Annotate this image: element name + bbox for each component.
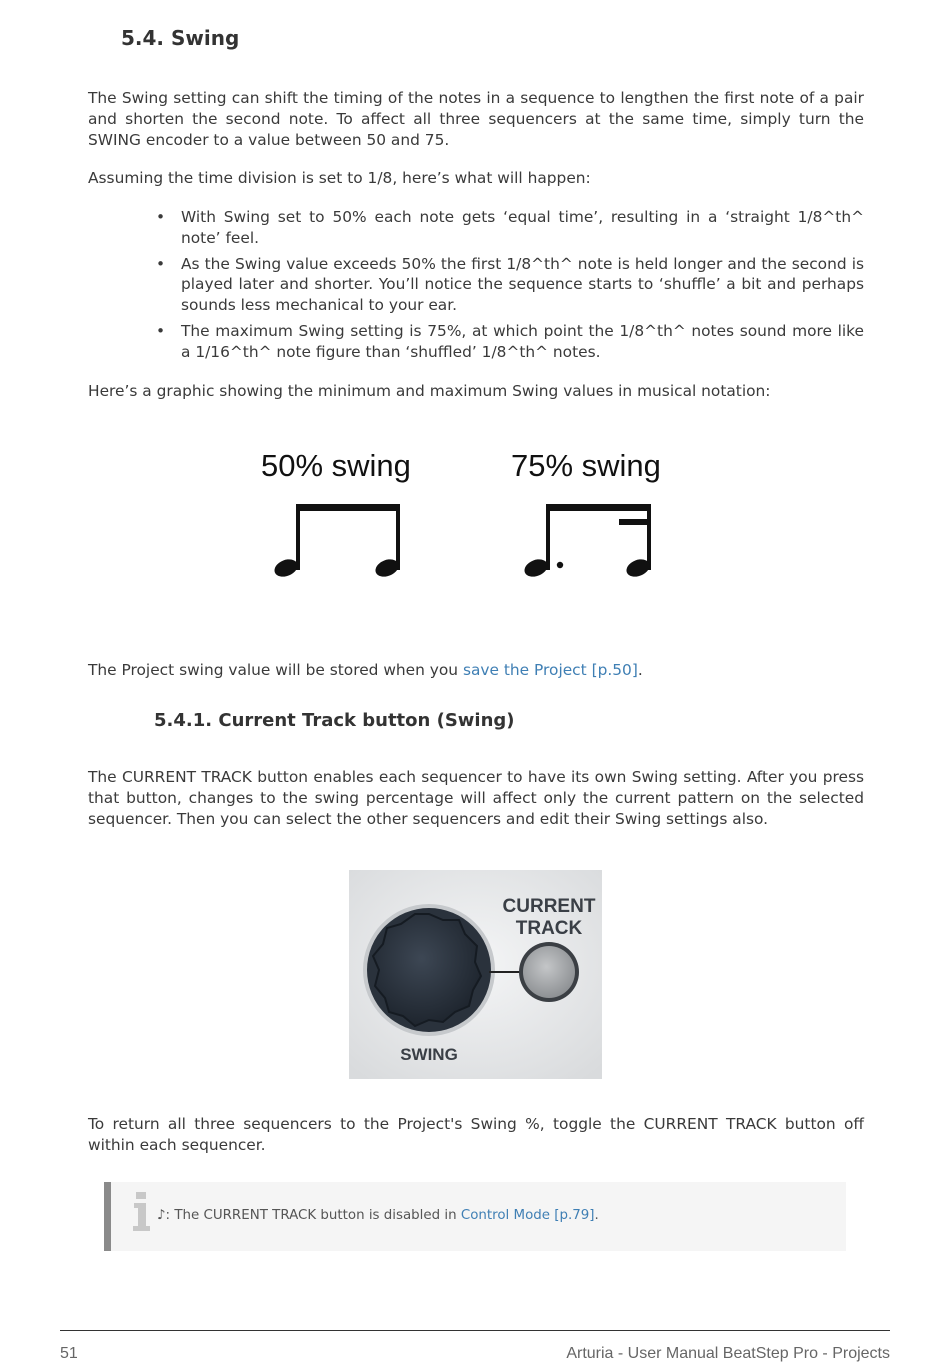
save-project-link[interactable]: save the Project [p.50] [462, 661, 638, 679]
dotted-eighth-sixteenth-notation [522, 504, 652, 580]
current-label: CURRENT [502, 896, 596, 917]
bullet-text: The maximum Swing setting is 75%, at which point the 1/8^th^ notes sound more like a 1/16^th^ note figure than ‘shuffled’ 1/8^th^ notes. [181, 321, 864, 361]
footer-title: Arturia - User Manual BeatStep Pro - Projects [566, 1345, 890, 1362]
return-paragraph: To return all three sequencers to the Project's Swing %, toggle the CURRENT TRACK button off within each sequencer. [88, 1115, 864, 1154]
info-icon [129, 1192, 153, 1234]
bullet-item: • With Swing set to 50% each note gets ‘equal time’, resulting in a ‘straight 1/8^th^ note’ feel. [156, 208, 864, 247]
bullet-text: As the Swing value exceeds 50% the first 1/8^th^ note is held longer and the second is played later and shorter. You’ll notice the sequence starts to ‘shuffle’ a bit and perhaps sounds less mechanical to your ear. [181, 254, 864, 315]
bullet-item: • As the Swing value exceeds 50% the first 1/8^th^ note is held longer and the second is played later and shorter. You’ll notice the sequence starts to ‘shuffle’ a bit and perhaps sounds less mechanical to your ear. [156, 254, 864, 315]
section-heading: 5.4. Swing [121, 26, 240, 50]
swing-knob-photo [349, 870, 602, 1079]
notation-graphic [250, 440, 680, 600]
page-number: 51 [60, 1345, 78, 1362]
note-text: ♪: The CURRENT TRACK button is disabled in Control Mode [p.79]. [157, 1208, 599, 1223]
control-mode-link[interactable]: Control Mode [p.79] [460, 1208, 595, 1223]
intro-paragraph: The Swing setting can shift the timing of the notes in a sequence to lengthen the first note of a pair and shorten the second note. To affect all three sequencers at the same time, simply turn the SWING encoder to a value between 50 and 75. [88, 89, 864, 149]
fifty-percent-label: 50% swing [261, 448, 411, 483]
graphic-intro-paragraph: Here’s a graphic showing the minimum and maximum Swing values in musical notation: [88, 382, 771, 400]
footer-divider [60, 1330, 890, 1331]
seventy-five-percent-label: 75% swing [511, 448, 661, 483]
subsection-heading: 5.4.1. Current Track button (Swing) [154, 710, 515, 731]
store-paragraph: The Project swing value will be stored when you save the Project [p.50]. [88, 661, 643, 679]
straight-eighths-notation [272, 504, 401, 580]
assumption-paragraph: Assuming the time division is set to 1/8, here’s what will happen: [88, 169, 591, 187]
current-track-button [523, 946, 575, 998]
bullet-text: With Swing set to 50% each note gets ‘equal time’, resulting in a ‘straight 1/8^th^ note’ feel. [181, 208, 864, 247]
track-label: TRACK [515, 918, 583, 939]
note-callout [104, 1182, 846, 1251]
swing-bullet-list [88, 207, 864, 368]
current-track-paragraph: The CURRENT TRACK button enables each sequencer to have its own Swing setting. After you press that button, changes to the swing percentage will affect only the current pattern on the selected sequencer. Then you can select the other sequencers and edit their Swing settings also. [88, 768, 864, 828]
swing-label: SWING [400, 1045, 458, 1064]
bullet-item: • The maximum Swing setting is 75%, at which point the 1/8^th^ notes sound more like a 1/16^th^ note figure than ‘shuffled’ 1/8^th^ notes. [156, 321, 864, 361]
knob-and-button-graphic [349, 870, 602, 1079]
swing-notation-figure [250, 440, 680, 600]
